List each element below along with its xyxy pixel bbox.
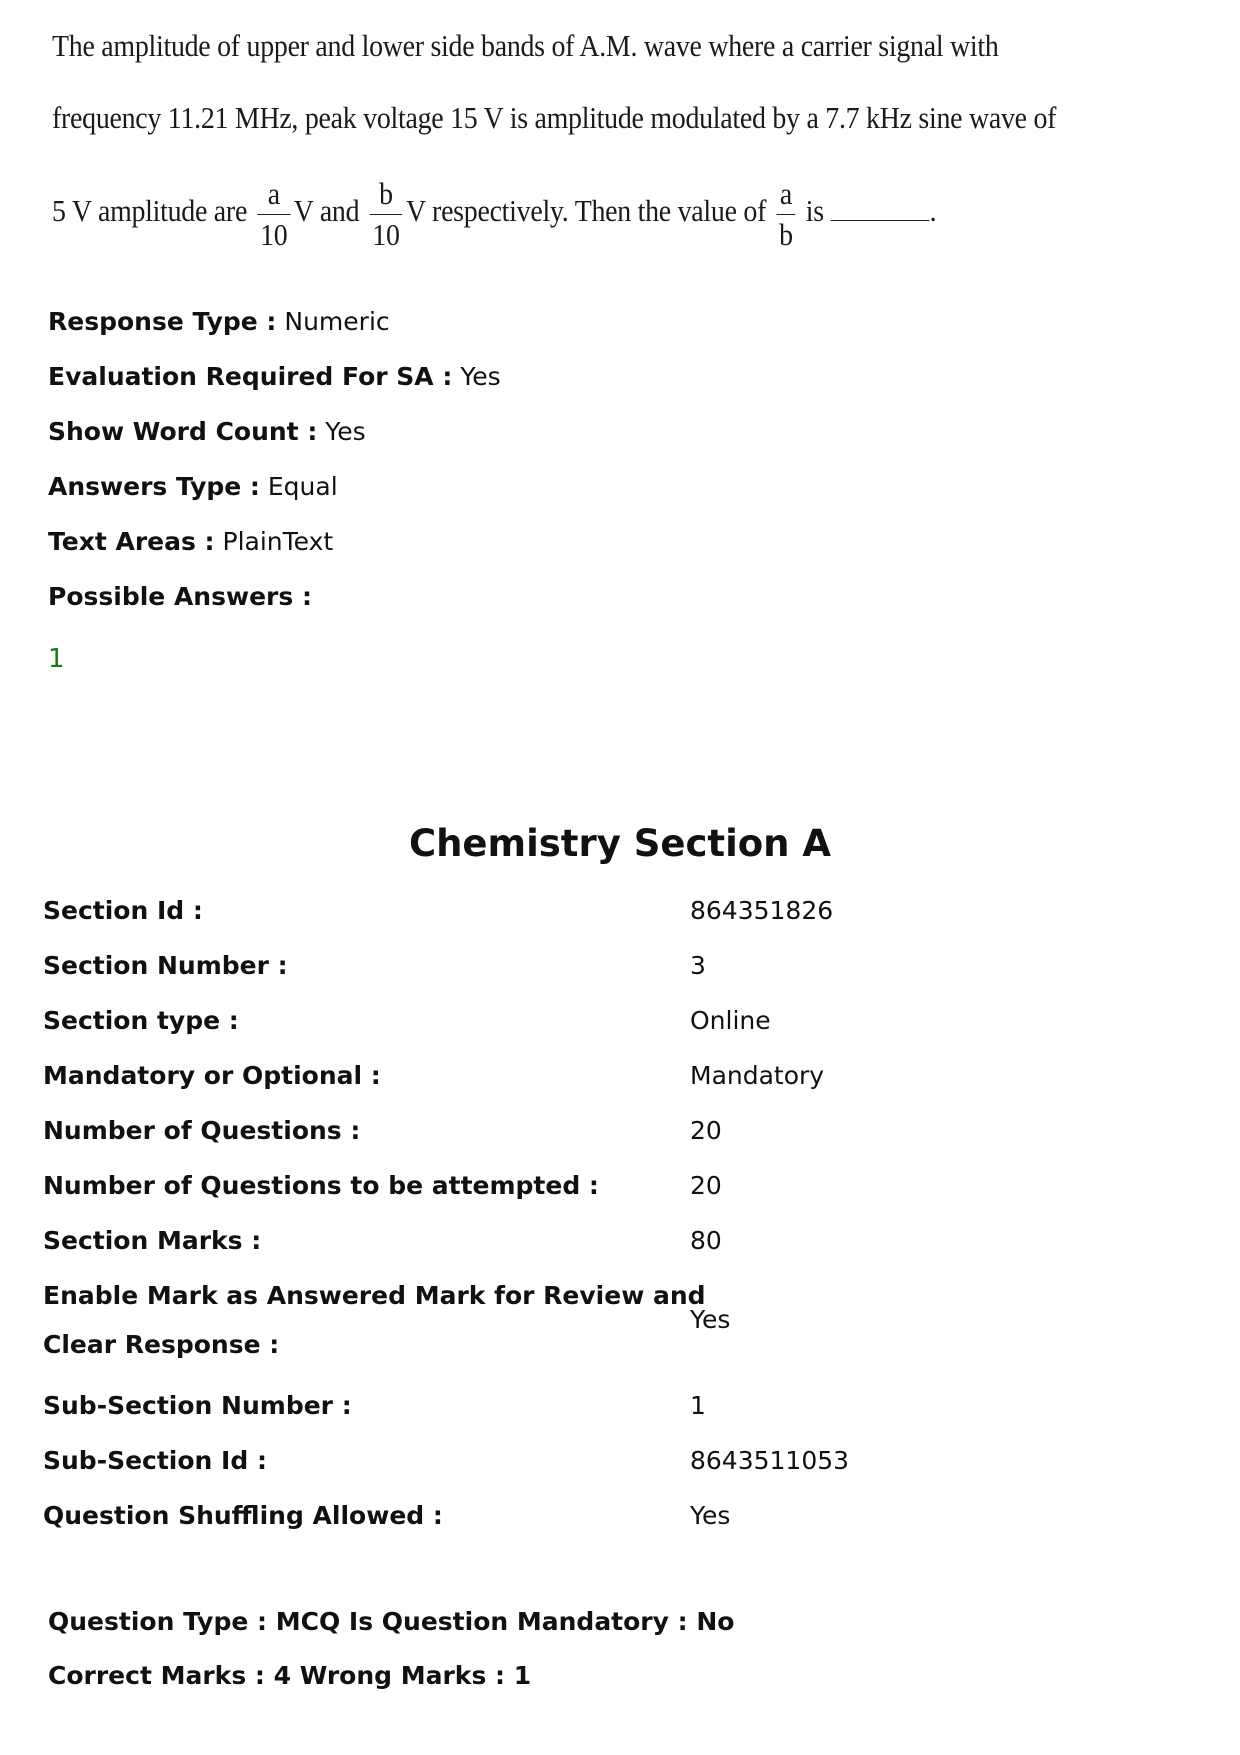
fraction-a-over-b: $\frac{a}{b}$ (776, 178, 795, 250)
possible-answers-label: Possible Answers : (48, 582, 312, 611)
question-line-3: 5 V amplitude are $\frac{a}{10}$ V and $\frac{b}{10}$ V respectively. Then the value of $\frac{a}{b}$ is . (52, 176, 937, 252)
question-type-line: Question Type : MCQ Is Question Mandatory : No (48, 1607, 735, 1636)
unit-volt: V (293, 193, 314, 229)
answer-blank (831, 200, 930, 221)
possible-answer-value: 1 (48, 644, 65, 674)
response-type: Response Type : Numeric (48, 307, 390, 336)
text-areas: Text Areas : PlainText (48, 527, 334, 556)
question-line-2: frequency 11.21 MHz, peak voltage 15 V is amplitude modulated by a 7.7 kHz sine wave of (52, 100, 1057, 135)
enable-mark-row: Enable Mark as Answered Mark for Review and Clear Response : Yes (43, 1281, 731, 1359)
question-line-3-text-d: is (805, 193, 824, 229)
section-title: Chemistry Section A (408, 822, 832, 865)
answers-type: Answers Type : Equal (48, 472, 338, 501)
question-line-3-text-c: respectively. Then the value of (432, 193, 767, 229)
fraction-b-over-10: $\frac{b}{10}$ (370, 178, 403, 250)
unit-volt: V (405, 193, 426, 229)
question-line-3-text-a: 5 V amplitude are (52, 193, 248, 229)
evaluation-required: Evaluation Required For SA : Yes (48, 362, 501, 391)
question-line-1: The amplitude of upper and lower side bands of A.M. wave where a carrier signal with (52, 28, 999, 63)
show-word-count: Show Word Count : Yes (48, 417, 366, 446)
fraction-a-over-10: $\frac{a}{10}$ (257, 178, 290, 250)
marks-line: Correct Marks : 4 Wrong Marks : 1 (48, 1661, 532, 1690)
question-line-3-text-b: and (319, 193, 360, 229)
